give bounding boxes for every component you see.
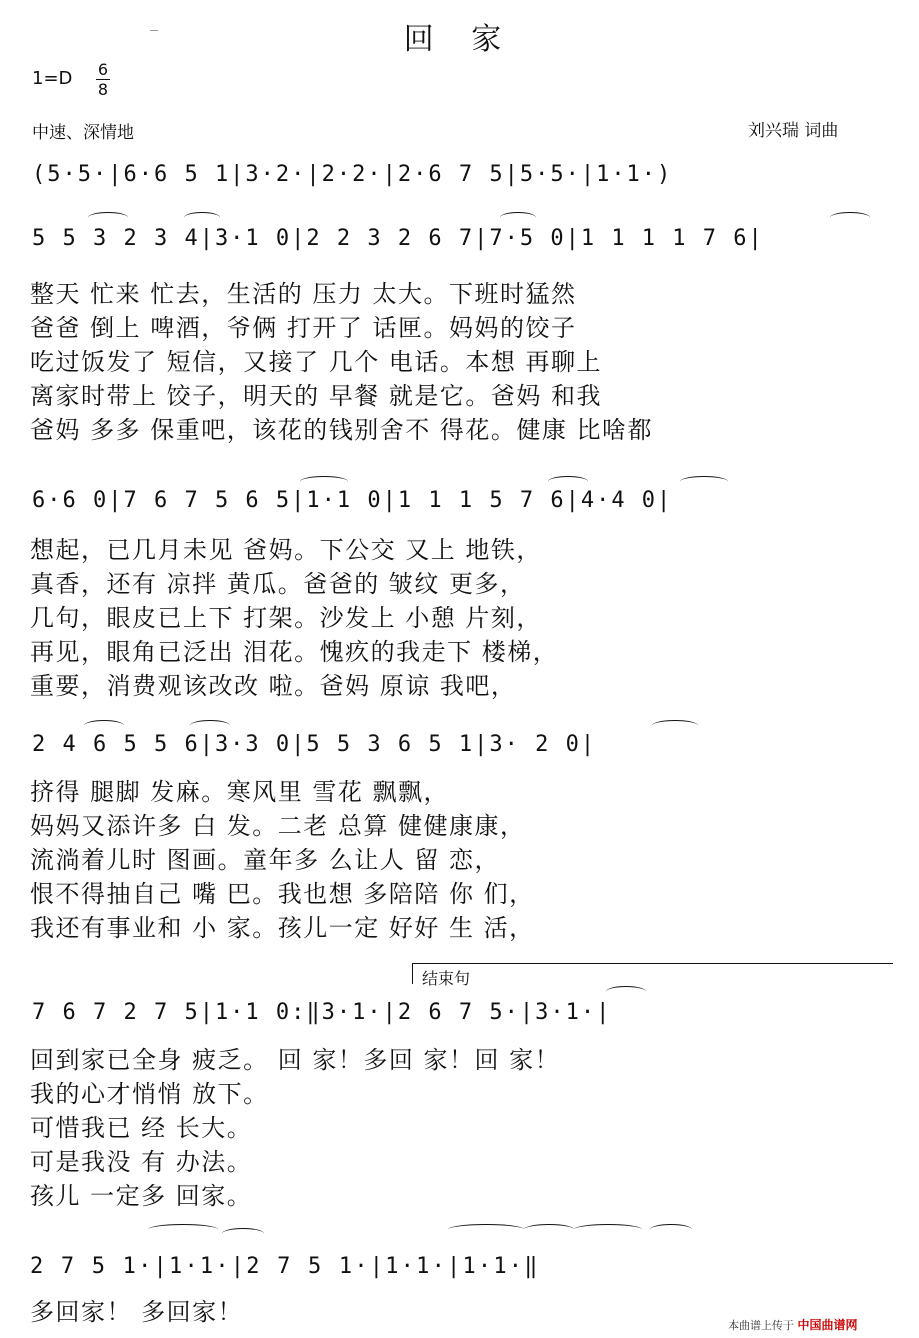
slur (84, 720, 124, 731)
footer-prefix: 本曲谱上传于 (728, 1319, 794, 1332)
slur (830, 212, 870, 223)
footer-credit (728, 1316, 858, 1333)
slur (652, 720, 698, 731)
footer-site: 中国曲谱网 (797, 1318, 858, 1332)
lyric-line-3-verse-1: 想起，已几月未见 爸妈。下公交 又上 地铁， (30, 536, 542, 564)
lyric-line-5-verse-4: 可是我没 有 办法。 (30, 1148, 253, 1176)
lyric-line-6: 多回家！ 多回家！ (30, 1298, 244, 1326)
notation-line-3: 6·6 0|7 6 7 5 6 5|1·1 0|1 1 1 5 7 6|4·4 0| (32, 488, 673, 513)
lyric-line-4-verse-1: 挤得 腿脚 发麻。寒风里 雪花 飘飘， (30, 778, 450, 806)
author-credit: 刘兴瑞 词曲 (748, 121, 839, 141)
time-denominator: 8 (97, 80, 109, 99)
slur (500, 212, 536, 223)
lyric-line-4-verse-5: 我还有事业和 小 家。孩儿一定 好好 生 活， (30, 914, 535, 942)
notation-line-2: 5 5 3 2 3 4|3·1 0|2 2 3 2 6 7|7·5 0|1 1 1 1 7 6| (32, 226, 764, 251)
slur (184, 212, 220, 223)
lyric-line-2-verse-3: 吃过饭发了 短信，又接了 几个 电话。本想 再聊上 (30, 348, 603, 376)
ending-label: 结束句 (422, 969, 471, 988)
slur (524, 1224, 574, 1235)
lyric-line-2-verse-5: 爸妈 多多 保重吧，该花的钱别舍不 得花。健康 比啥都 (30, 416, 654, 444)
header-mark (150, 30, 158, 31)
lyric-line-3-verse-5: 重要，消费观该改改 啦。爸妈 原谅 我吧， (30, 672, 517, 700)
notation-line-5: 7 6 7 2 7 5|1·1 0:‖3·1·|2 6 7 5·|3·1·| (32, 1000, 612, 1025)
ending-bracket (412, 963, 893, 984)
slur (448, 1224, 524, 1235)
slur (650, 1224, 692, 1235)
time-signature (96, 60, 110, 99)
lyric-line-4-verse-3: 流淌着儿时 图画。童年多 么让人 留 恋， (30, 846, 501, 874)
lyric-line-5-verse-1: 回到家已全身 疲乏。 回 家！多回 家！回 家！ (30, 1046, 561, 1074)
lyric-line-5-verse-5: 孩儿 一定多 回家。 (30, 1182, 253, 1210)
slur (680, 476, 728, 487)
slur (88, 212, 128, 223)
slur (222, 1228, 264, 1239)
slur (148, 1224, 218, 1235)
slur (190, 720, 230, 731)
lyric-line-2-verse-1: 整天 忙来 忙去，生活的 压力 太大。下班时猛然 (30, 280, 577, 308)
lyric-line-3-verse-3: 几句，眼皮已上下 打架。沙发上 小憩 片刻， (30, 604, 542, 632)
lyric-line-5-verse-3: 可惜我已 经 长大。 (30, 1114, 253, 1142)
lyric-line-3-verse-2: 真香，还有 凉拌 黄瓜。爸爸的 皱纹 更多， (30, 570, 526, 598)
lyric-line-4-verse-4: 恨不得抽自己 嘴 巴。我也想 多陪陪 你 们， (30, 880, 535, 908)
lyric-line-2-verse-2: 爸爸 倒上 啤酒，爷俩 打开了 话匣。妈妈的饺子 (30, 314, 577, 342)
slur (606, 986, 646, 997)
notation-line-6: 2 7 5 1·|1·1·|2 7 5 1·|1·1·|1·1·‖ (30, 1254, 540, 1279)
notation-line-4: 2 4 6 5 5 6|3·3 0|5 5 3 6 5 1|3· 2 0| (32, 732, 597, 757)
page-title: 回 家 (403, 22, 516, 57)
lyric-line-3-verse-4: 再见，眼角已泛出 泪花。愧疚的我走下 楼梯， (30, 638, 559, 666)
time-numerator: 6 (97, 60, 109, 79)
lyric-line-4-verse-2: 妈妈又添许多 白 发。二老 总算 健健康康， (30, 812, 526, 840)
lyric-line-2-verse-4: 离家时带上 饺子，明天的 早餐 就是它。爸妈 和我 (30, 382, 603, 410)
slur (574, 1224, 642, 1235)
notation-line-1: (5·5·|6·6 5 1|3·2·|2·2·|2·6 7 5|5·5·|1·1·) (32, 162, 673, 187)
slur (548, 476, 588, 487)
key-signature: 1=D (32, 68, 73, 89)
slur (300, 476, 348, 487)
tempo-marking: 中速、深情地 (32, 123, 134, 143)
lyric-line-5-verse-2: 我的心才悄悄 放下。 (30, 1080, 269, 1108)
